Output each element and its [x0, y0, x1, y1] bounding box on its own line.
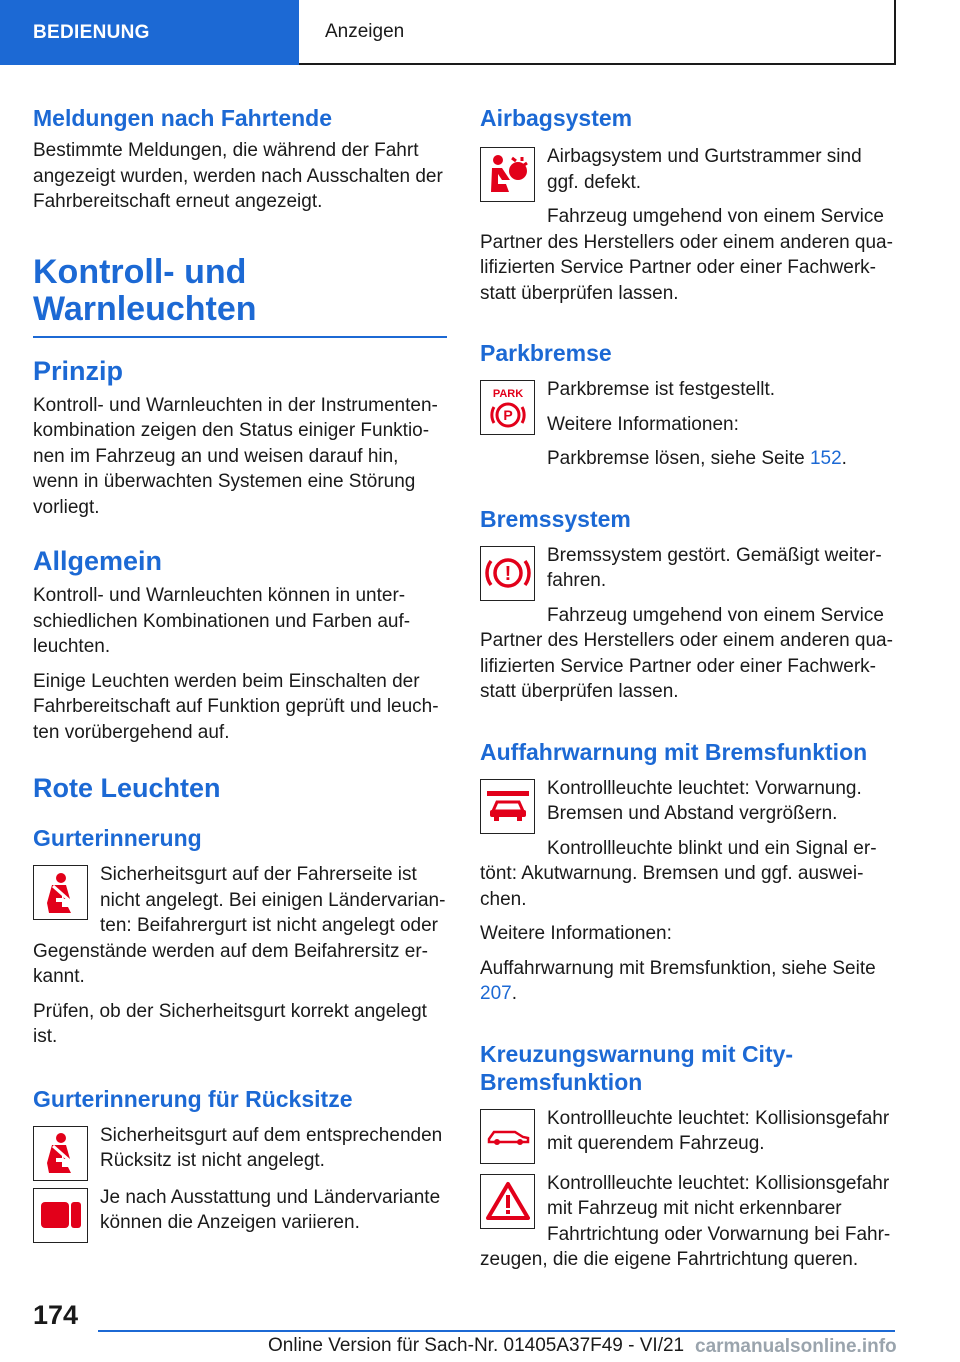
auff-text-3: Weitere Informationen: [480, 923, 672, 944]
park-item [480, 377, 894, 472]
parking-brake-icon [480, 380, 535, 435]
brems-text-1: Bremssystem gestört. Gemäßigt weiterfahren. [547, 544, 882, 591]
crossing-car-icon [480, 1109, 535, 1164]
watermark: carmanualsonline.info [695, 1336, 897, 1357]
page-number: 174 [33, 1300, 79, 1330]
park-title: Parkbremse [480, 340, 612, 366]
park-text-3-prefix: Parkbremse lösen, siehe Seite [547, 448, 810, 469]
header-topic-label: Anzeigen [325, 20, 405, 42]
park-icon-p: P [502, 406, 513, 423]
auff-text-4-suffix: . [511, 983, 517, 1004]
airbag-text-2: Fahrzeug umgehend von einem Service Partner des Herstellers oder einem anderen qualifizierten Service Partner oder einer Fachwerkstatt überprüfen lassen. [480, 206, 893, 304]
brems-text-2: Fahrzeug umgehend von einem Service Partner des Herstellers oder einem anderen qualifizierten Service Partner oder einer Fachwerkstatt überprüfen lassen. [480, 604, 893, 702]
header-divider [299, 63, 311, 65]
gurt-rueck-text-2: Je nach Ausstattung und Ländervariante können die Anzeigen variieren. [100, 1186, 441, 1233]
gurt-rueck-text-1: Sicherheitsgurt auf dem entsprechenden Rücksitz ist nicht angelegt. [100, 1124, 443, 1171]
kreuz-item-2 [480, 1171, 894, 1273]
gurt-text-1: Sicherheitsgurt auf der Fahrerseite ist nicht angelegt. Bei einigen Ländervarianten: Beifahrergurt ist nicht angelegt oder Gegenstände werden auf dem Beifahrersitz erkannt. [33, 864, 446, 987]
header-section-tab [0, 0, 299, 65]
allgemein-text-1: Kontroll- und Warnleuchten können in unterschiedlichen Kombinationen und Farben aufleuchten. [33, 585, 411, 657]
header-section-label: BEDIENUNG [33, 21, 150, 43]
park-icon-text: PARK [492, 387, 523, 400]
park-page-link[interactable]: 152 [809, 448, 842, 469]
gurt-rueck-item [33, 1123, 447, 1174]
main-title-line-1: Kontroll- und [33, 252, 247, 291]
airbag-title: Airbagsystem [480, 105, 633, 131]
auff-text-2: Kontrollleuchte blinkt und ein Signal ertönt: Akutwarnung. Bremsen und ggf. ausweichen. [480, 837, 877, 910]
main-title-rule [33, 336, 447, 338]
brems-title: Bremssystem [480, 505, 631, 532]
collision-warning-icon [480, 779, 535, 834]
gurt-text-2: Prüfen, ob der Sicherheitsgurt korrekt angelegt ist. [33, 1000, 427, 1047]
airbag-icon [480, 147, 535, 202]
rote-title: Rote Leuchten [33, 773, 221, 803]
kreuz-title: Kreuzungswarnung mit City-Bremsfunktion [480, 1040, 794, 1095]
seatbelt-icon [33, 865, 88, 920]
prinzip-text: Kontroll- und Warnleuchten in der Instrumentenkombination zeigen den Status einiger Funktionen im Fahrzeug an und weisen darauf hin, wenn in überwachten Systemen eine Störung vorliegt. [33, 394, 438, 518]
brems-item [480, 543, 894, 705]
left-column [33, 100, 447, 1247]
auff-text-4 [480, 956, 894, 1007]
park-text-3 [480, 446, 894, 472]
kreuz-text-1: Kontrollleuchte leuchtet: Kollisionsgefahr mit querendem Fahrzeug. [547, 1107, 890, 1154]
airbag-item [480, 144, 894, 306]
auff-text-1: Kontrollleuchte leuchtet: Vorwarnung. Bremsen und Abstand vergrößern. [547, 777, 862, 824]
gurt-rueck-item-2 [33, 1185, 447, 1236]
right-column [480, 100, 894, 1282]
auff-title: Auffahrwarnung mit Bremsfunktion [480, 738, 868, 765]
auff-page-link[interactable]: 207 [480, 983, 512, 1004]
park-text-1: Parkbremse ist festgestellt. [547, 379, 776, 400]
msg-text: Bestimmte Meldungen, die während der Fahrt angezeigt wurden, werden nach Ausschalten der Fahrbereitschaft erneut angezeigt. [33, 140, 443, 212]
brems-icon-text: ! [504, 563, 511, 585]
kreuz-item [480, 1106, 894, 1157]
msg-title: Meldungen nach Fahrtende [33, 105, 333, 131]
kreuz-text-2: Kontrollleuchte leuchtet: Kollisionsgefahr mit Fahrzeug mit nicht erkennbarer Fahrtrichtung oder Vorwarnung bei Fahrzeugen, die die eigene Fahrtrichtung queren. [480, 1172, 891, 1270]
rear-seatbelt-icon [33, 1126, 88, 1181]
footer-rule [98, 1330, 895, 1332]
auff-item [480, 776, 894, 1007]
prinzip-title: Prinzip [33, 355, 124, 386]
allgemein-title: Allgemein [33, 546, 163, 576]
warning-triangle-icon [480, 1174, 535, 1229]
park-text-2: Weitere Informationen: [547, 413, 739, 435]
brake-warning-icon [480, 546, 535, 601]
park-text-3-suffix: . [841, 448, 847, 469]
gurt-rueck-title: Gurterinnerung für Rücksitze [33, 1085, 353, 1112]
header-topic [311, 0, 896, 65]
allgemein-text-2: Einige Leuchten werden beim Einschalten der Fahrbereitschaft auf Funktion geprüft und leuchten vorübergehend auf. [33, 670, 439, 743]
main-title-line-2: Warnleuchten [33, 289, 257, 328]
airbag-text-1: Airbagsystem und Gurtstrammer sind ggf. defekt. [547, 146, 862, 193]
rear-seat-occupancy-icon [33, 1188, 88, 1243]
auff-text-4-prefix: Auffahrwarnung mit Bremsfunktion, siehe Seite [480, 957, 876, 979]
gurt-title: Gurterinnerung [33, 825, 202, 851]
gurt-item [33, 862, 447, 990]
footer-online-text: Online Version für Sach-Nr. 01405A37F49 - VI/21 [268, 1335, 685, 1356]
